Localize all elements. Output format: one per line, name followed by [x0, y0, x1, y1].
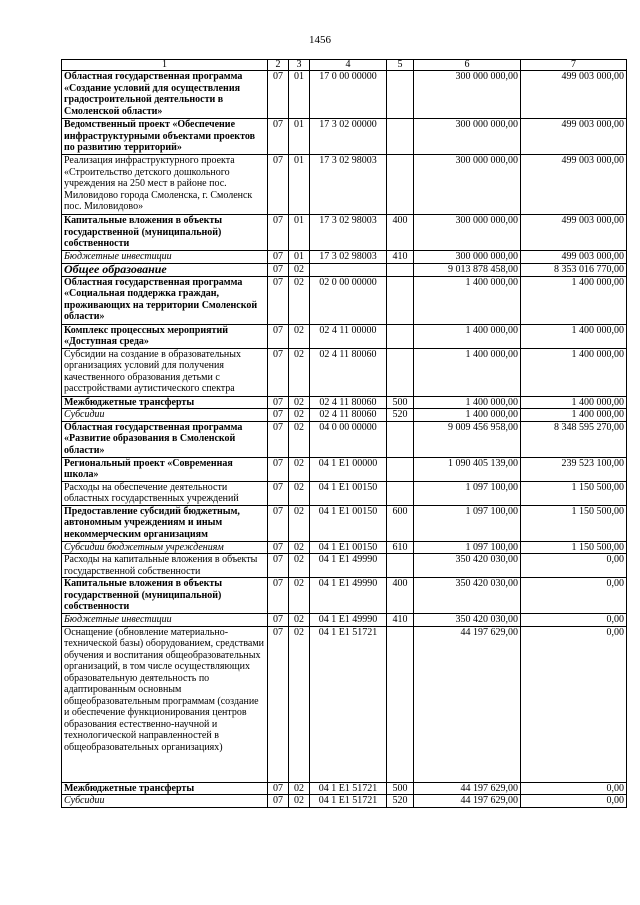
page-number: 1456: [309, 34, 331, 46]
cell-name: Общее образование: [62, 263, 268, 276]
cell-name: Субсидии на создание в образовательных организациях условий для получения качественного образования детьми с расстройствами аутистического спектра: [62, 348, 268, 396]
cell-subsection: 02: [289, 396, 310, 409]
table-row: [62, 251, 627, 264]
cell-section: 07: [268, 155, 289, 215]
cell-name: Комплекс процессных мероприятий «Доступная среда»: [62, 324, 268, 348]
cell-amount-year-2: 239 523 100,00: [521, 457, 627, 481]
column-header-7: 7: [521, 60, 627, 71]
cell-target-article: 02 4 11 80060: [310, 348, 387, 396]
cell-amount-year-1: 300 000 000,00: [414, 71, 521, 119]
cell-expense-type: [387, 324, 414, 348]
table-row: [62, 71, 627, 119]
cell-expense-type: 610: [387, 541, 414, 554]
cell-expense-type: 400: [387, 215, 414, 251]
cell-amount-year-2: 1 150 500,00: [521, 481, 627, 505]
cell-section: 07: [268, 396, 289, 409]
table-row: [62, 626, 627, 782]
table-row: [62, 457, 627, 481]
cell-subsection: 01: [289, 251, 310, 264]
cell-expense-type: 500: [387, 396, 414, 409]
cell-amount-year-2: 499 003 000,00: [521, 155, 627, 215]
cell-name: Областная государственная программа «Развитие образования в Смоленской области»: [62, 421, 268, 457]
cell-amount-year-2: 0,00: [521, 782, 627, 795]
cell-amount-year-2: 499 003 000,00: [521, 119, 627, 155]
cell-subsection: 02: [289, 481, 310, 505]
cell-target-article: 17 3 02 98003: [310, 251, 387, 264]
cell-name: Субсидии: [62, 795, 268, 808]
cell-amount-year-2: 499 003 000,00: [521, 215, 627, 251]
cell-expense-type: [387, 276, 414, 324]
cell-amount-year-2: 499 003 000,00: [521, 71, 627, 119]
cell-amount-year-2: 8 353 016 770,00: [521, 263, 627, 276]
cell-name: Региональный проект «Современная школа»: [62, 457, 268, 481]
cell-subsection: 01: [289, 215, 310, 251]
table-row: [62, 541, 627, 554]
cell-amount-year-1: 44 197 629,00: [414, 626, 521, 782]
table-row: [62, 263, 627, 276]
cell-amount-year-1: 300 000 000,00: [414, 119, 521, 155]
table-row: [62, 348, 627, 396]
cell-subsection: 02: [289, 541, 310, 554]
cell-section: 07: [268, 782, 289, 795]
column-header-3: 3: [289, 60, 310, 71]
cell-subsection: 02: [289, 795, 310, 808]
table-row: [62, 795, 627, 808]
cell-subsection: 02: [289, 782, 310, 795]
cell-amount-year-1: 9 009 456 958,00: [414, 421, 521, 457]
cell-target-article: 02 4 11 80060: [310, 409, 387, 422]
budget-table: [61, 59, 627, 808]
cell-name: Реализация инфраструктурного проекта «Строительство детского дошкольного учреждения на 250 мест в районе пос. Миловидово города Смоленска, г. Смоленск пос. Миловидово»: [62, 155, 268, 215]
table-row: [62, 614, 627, 627]
column-header-2: 2: [268, 60, 289, 71]
cell-section: 07: [268, 409, 289, 422]
cell-name: Капитальные вложения в объекты государственной (муниципальной) собственности: [62, 578, 268, 614]
cell-amount-year-1: 1 097 100,00: [414, 505, 521, 541]
cell-expense-type: [387, 155, 414, 215]
cell-section: 07: [268, 263, 289, 276]
cell-section: 07: [268, 481, 289, 505]
cell-target-article: 04 1 E1 51721: [310, 782, 387, 795]
cell-amount-year-2: 0,00: [521, 578, 627, 614]
cell-expense-type: [387, 263, 414, 276]
cell-target-article: 02 4 11 00000: [310, 324, 387, 348]
cell-target-article: 04 1 E1 49990: [310, 614, 387, 627]
cell-name: Ведомственный проект «Обеспечение инфраструктурными объектами проектов по развитию территорий»: [62, 119, 268, 155]
cell-amount-year-1: 1 400 000,00: [414, 396, 521, 409]
cell-target-article: 04 1 E1 49990: [310, 554, 387, 578]
cell-name: Бюджетные инвестиции: [62, 251, 268, 264]
table-row: [62, 119, 627, 155]
cell-section: 07: [268, 457, 289, 481]
cell-subsection: 02: [289, 614, 310, 627]
cell-amount-year-2: 1 150 500,00: [521, 505, 627, 541]
cell-name: Бюджетные инвестиции: [62, 614, 268, 627]
cell-amount-year-2: 1 400 000,00: [521, 348, 627, 396]
cell-subsection: 02: [289, 421, 310, 457]
cell-amount-year-2: 499 003 000,00: [521, 251, 627, 264]
cell-expense-type: [387, 348, 414, 396]
table-body: [62, 71, 627, 808]
cell-expense-type: [387, 71, 414, 119]
cell-amount-year-1: 1 097 100,00: [414, 481, 521, 505]
cell-subsection: 02: [289, 276, 310, 324]
cell-name: Межбюджетные трансферты: [62, 396, 268, 409]
cell-amount-year-1: 300 000 000,00: [414, 215, 521, 251]
cell-name: Субсидии: [62, 409, 268, 422]
table-row: [62, 554, 627, 578]
cell-section: 07: [268, 251, 289, 264]
cell-amount-year-1: 350 420 030,00: [414, 554, 521, 578]
cell-name: Расходы на капитальные вложения в объекты государственной собственности: [62, 554, 268, 578]
cell-section: 07: [268, 348, 289, 396]
cell-subsection: 02: [289, 554, 310, 578]
cell-section: 07: [268, 215, 289, 251]
cell-amount-year-1: 44 197 629,00: [414, 795, 521, 808]
cell-name: Капитальные вложения в объекты государственной (муниципальной) собственности: [62, 215, 268, 251]
cell-amount-year-2: 0,00: [521, 554, 627, 578]
cell-expense-type: 520: [387, 795, 414, 808]
cell-expense-type: 600: [387, 505, 414, 541]
cell-subsection: 02: [289, 348, 310, 396]
cell-name: Межбюджетные трансферты: [62, 782, 268, 795]
table-row: [62, 215, 627, 251]
cell-target-article: 17 3 02 98003: [310, 215, 387, 251]
column-header-4: 4: [310, 60, 387, 71]
cell-target-article: 04 0 00 00000: [310, 421, 387, 457]
cell-section: 07: [268, 614, 289, 627]
cell-amount-year-1: 300 000 000,00: [414, 155, 521, 215]
cell-subsection: 02: [289, 263, 310, 276]
cell-subsection: 02: [289, 505, 310, 541]
cell-subsection: 02: [289, 578, 310, 614]
cell-section: 07: [268, 421, 289, 457]
cell-amount-year-1: 1 400 000,00: [414, 409, 521, 422]
table-row: [62, 396, 627, 409]
cell-section: 07: [268, 541, 289, 554]
cell-subsection: 02: [289, 457, 310, 481]
cell-section: 07: [268, 626, 289, 782]
cell-amount-year-2: 8 348 595 270,00: [521, 421, 627, 457]
table-row: [62, 276, 627, 324]
cell-amount-year-1: 1 400 000,00: [414, 276, 521, 324]
cell-target-article: 04 1 E1 00150: [310, 481, 387, 505]
cell-section: 07: [268, 578, 289, 614]
cell-subsection: 02: [289, 324, 310, 348]
cell-subsection: 02: [289, 626, 310, 782]
cell-expense-type: [387, 626, 414, 782]
cell-section: 07: [268, 119, 289, 155]
cell-expense-type: [387, 119, 414, 155]
cell-amount-year-2: 1 150 500,00: [521, 541, 627, 554]
cell-section: 07: [268, 71, 289, 119]
cell-target-article: 04 1 E1 00150: [310, 505, 387, 541]
cell-subsection: 01: [289, 119, 310, 155]
cell-section: 07: [268, 324, 289, 348]
cell-target-article: 04 1 E1 00150: [310, 541, 387, 554]
cell-amount-year-1: 1 400 000,00: [414, 324, 521, 348]
cell-target-article: 02 0 00 00000: [310, 276, 387, 324]
cell-amount-year-1: 9 013 878 458,00: [414, 263, 521, 276]
cell-amount-year-1: 300 000 000,00: [414, 251, 521, 264]
table-row: [62, 409, 627, 422]
cell-name: Субсидии бюджетным учреждениям: [62, 541, 268, 554]
cell-amount-year-2: 1 400 000,00: [521, 409, 627, 422]
cell-target-article: 04 1 E1 00000: [310, 457, 387, 481]
cell-expense-type: [387, 421, 414, 457]
column-header-5: 5: [387, 60, 414, 71]
cell-amount-year-1: 1 090 405 139,00: [414, 457, 521, 481]
table-row: [62, 421, 627, 457]
cell-name: Расходы на обеспечение деятельности областных государственных учреждений: [62, 481, 268, 505]
cell-expense-type: 500: [387, 782, 414, 795]
cell-expense-type: [387, 554, 414, 578]
cell-target-article: 02 4 11 80060: [310, 396, 387, 409]
cell-amount-year-1: 44 197 629,00: [414, 782, 521, 795]
cell-target-article: 17 3 02 98003: [310, 155, 387, 215]
cell-subsection: 02: [289, 409, 310, 422]
cell-subsection: 01: [289, 71, 310, 119]
column-header-6: 6: [414, 60, 521, 71]
cell-expense-type: 410: [387, 251, 414, 264]
cell-amount-year-1: 350 420 030,00: [414, 578, 521, 614]
cell-subsection: 01: [289, 155, 310, 215]
cell-expense-type: 520: [387, 409, 414, 422]
cell-target-article: 04 1 E1 49990: [310, 578, 387, 614]
cell-amount-year-2: 0,00: [521, 626, 627, 782]
cell-target-article: [310, 263, 387, 276]
cell-amount-year-2: 1 400 000,00: [521, 276, 627, 324]
cell-section: 07: [268, 276, 289, 324]
cell-amount-year-2: 1 400 000,00: [521, 324, 627, 348]
cell-target-article: 04 1 E1 51721: [310, 795, 387, 808]
cell-expense-type: [387, 457, 414, 481]
table-row: [62, 505, 627, 541]
cell-amount-year-1: 350 420 030,00: [414, 614, 521, 627]
table-row: [62, 578, 627, 614]
column-header-1: 1: [62, 60, 268, 71]
cell-amount-year-2: 0,00: [521, 614, 627, 627]
cell-target-article: 17 0 00 00000: [310, 71, 387, 119]
cell-target-article: 17 3 02 00000: [310, 119, 387, 155]
cell-amount-year-1: 1 400 000,00: [414, 348, 521, 396]
cell-section: 07: [268, 554, 289, 578]
table-row: [62, 324, 627, 348]
cell-expense-type: [387, 481, 414, 505]
cell-expense-type: 410: [387, 614, 414, 627]
cell-name: Областная государственная программа «Социальная поддержка граждан, проживающих на территории Смоленской области»: [62, 276, 268, 324]
cell-target-article: 04 1 E1 51721: [310, 626, 387, 782]
table-row: [62, 481, 627, 505]
cell-name: Оснащение (обновление материально-технической базы) оборудованием, средствами обучения и воспитания общеобразовательных организаций, в том числе осуществляющих образовательную деятельность по адаптированным основным общеобразовательным программам (создание и обеспечение функционирования центров образования естественно-научной и технологической направленностей в общеобразовательных организациях): [62, 626, 268, 782]
cell-amount-year-2: 1 400 000,00: [521, 396, 627, 409]
table-row: [62, 782, 627, 795]
cell-name: Предоставление субсидий бюджетным, автономным учреждениям и иным некоммерческим организациям: [62, 505, 268, 541]
cell-name: Областная государственная программа «Создание условий для осуществления градостроительной деятельности в Смоленской области»: [62, 71, 268, 119]
cell-section: 07: [268, 505, 289, 541]
cell-section: 07: [268, 795, 289, 808]
table-row: [62, 155, 627, 215]
header-row: [62, 60, 627, 71]
cell-amount-year-2: 0,00: [521, 795, 627, 808]
cell-expense-type: 400: [387, 578, 414, 614]
cell-amount-year-1: 1 097 100,00: [414, 541, 521, 554]
